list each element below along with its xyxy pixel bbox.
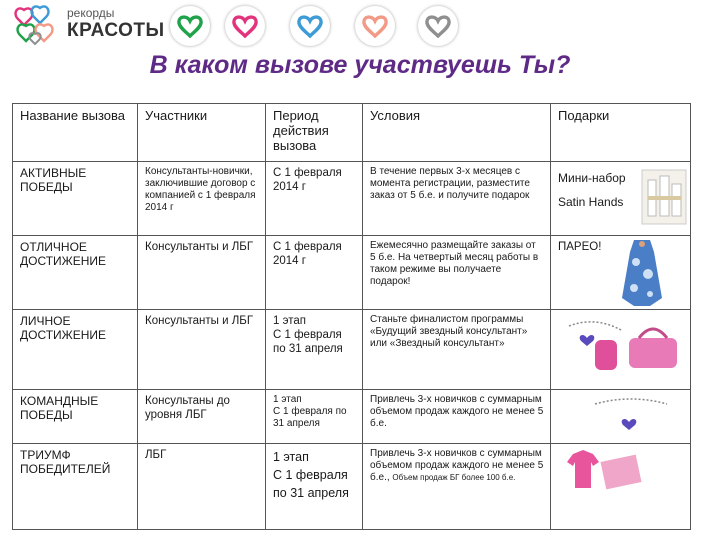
period-dates: С 1 февраля по 31 апреля	[273, 329, 343, 355]
heart-pink-icon	[225, 6, 265, 46]
period-stage: 1 этап	[273, 394, 302, 405]
row-gift	[551, 162, 691, 236]
header-gifts: Подарки	[551, 104, 691, 162]
row-name: КОМАНДНЫЕ ПОБЕДЫ	[13, 390, 138, 444]
challenges-table	[12, 103, 691, 530]
row-period: С 1 февраля 2014 г	[266, 162, 363, 236]
table-row	[13, 390, 691, 444]
heart-gray-icon	[418, 6, 458, 46]
tshirt-towel-icon	[565, 448, 645, 492]
gift-line-2: Satin Hands	[558, 195, 624, 209]
table-row	[13, 162, 691, 236]
row-name: ТРИУМФ ПОБЕДИТЕЛЕЙ	[13, 444, 138, 530]
row-gift	[551, 444, 691, 530]
heart-peach-icon	[355, 6, 395, 46]
pareo-dress-icon	[620, 238, 664, 308]
row-period	[266, 444, 363, 530]
gift-line-1: ПАРЕО!	[558, 241, 602, 253]
row-conditions: Привлечь 3-х новичков с суммарным объемом продаж каждого не менее 5 б.е.	[363, 390, 551, 444]
table-row	[13, 310, 691, 390]
period-stage: 1 этап	[273, 450, 309, 464]
row-name: ЛИЧНОЕ ДОСТИЖЕНИЕ	[13, 310, 138, 390]
bracelet-icon	[591, 392, 671, 442]
row-participants: Консультанты и ЛБГ	[138, 236, 266, 310]
row-participants: ЛБГ	[138, 444, 266, 530]
row-period	[266, 390, 363, 444]
logo-text-big: КРАСОТЫ	[67, 20, 165, 41]
row-conditions: В течение первых 3-х месяцев с момента регистрации, разместите заказ от 5 б.е. и получите подарок	[363, 162, 551, 236]
conditions-main: Привлечь 3-х новичков с суммарным объемом продаж каждого не менее 5 б.е.,	[370, 448, 544, 483]
brand-logo	[14, 2, 184, 52]
row-gift	[551, 310, 691, 390]
row-name: ОТЛИЧНОЕ ДОСТИЖЕНИЕ	[13, 236, 138, 310]
row-participants: Консультаны до уровня ЛБГ	[138, 390, 266, 444]
table-row	[13, 444, 691, 530]
row-conditions: Ежемесячно размещайте заказы от 5 б.е. На четвертый месяц работы в таком режиме вы получаете подарок!	[363, 236, 551, 310]
row-period: С 1 февраля 2014 г	[266, 236, 363, 310]
row-conditions: Станьте финалистом программы «Будущий звездный консультант» или «Звездный консультант»	[363, 310, 551, 390]
header-conditions: Условия	[363, 104, 551, 162]
row-participants: Консультанты-новички, заключившие договор с компанией с 1 февраля 2014 г	[138, 162, 266, 236]
row-name: АКТИВНЫЕ ПОБЕДЫ	[13, 162, 138, 236]
header-name: Название вызова	[13, 104, 138, 162]
cosmetics-set-icon	[640, 166, 688, 228]
table-header-row	[13, 104, 691, 162]
table-row	[13, 236, 691, 310]
conditions-tail: Объем продаж БГ более 100 б.е.	[392, 473, 516, 482]
page-title: В каком вызове участвуешь Ты?	[149, 51, 571, 79]
heart-green-icon	[170, 6, 210, 46]
row-period	[266, 310, 363, 390]
row-participants: Консультанты и ЛБГ	[138, 310, 266, 390]
bracelet-bag-icon	[565, 316, 685, 378]
period-dates: С 1 февраля по 31 апреля	[273, 406, 347, 429]
header-period: Период действия вызова	[266, 104, 363, 162]
row-gift	[551, 236, 691, 310]
logo-text-small: рекорды	[67, 6, 115, 20]
row-conditions	[363, 444, 551, 530]
heart-blue-icon	[290, 6, 330, 46]
period-dates: С 1 февраля по 31 апреля	[273, 468, 349, 500]
header-participants: Участники	[138, 104, 266, 162]
period-stage: 1 этап	[273, 315, 306, 327]
logo-hearts-icon	[14, 4, 64, 48]
gift-line-1: Мини-набор	[558, 171, 626, 185]
row-gift	[551, 390, 691, 444]
